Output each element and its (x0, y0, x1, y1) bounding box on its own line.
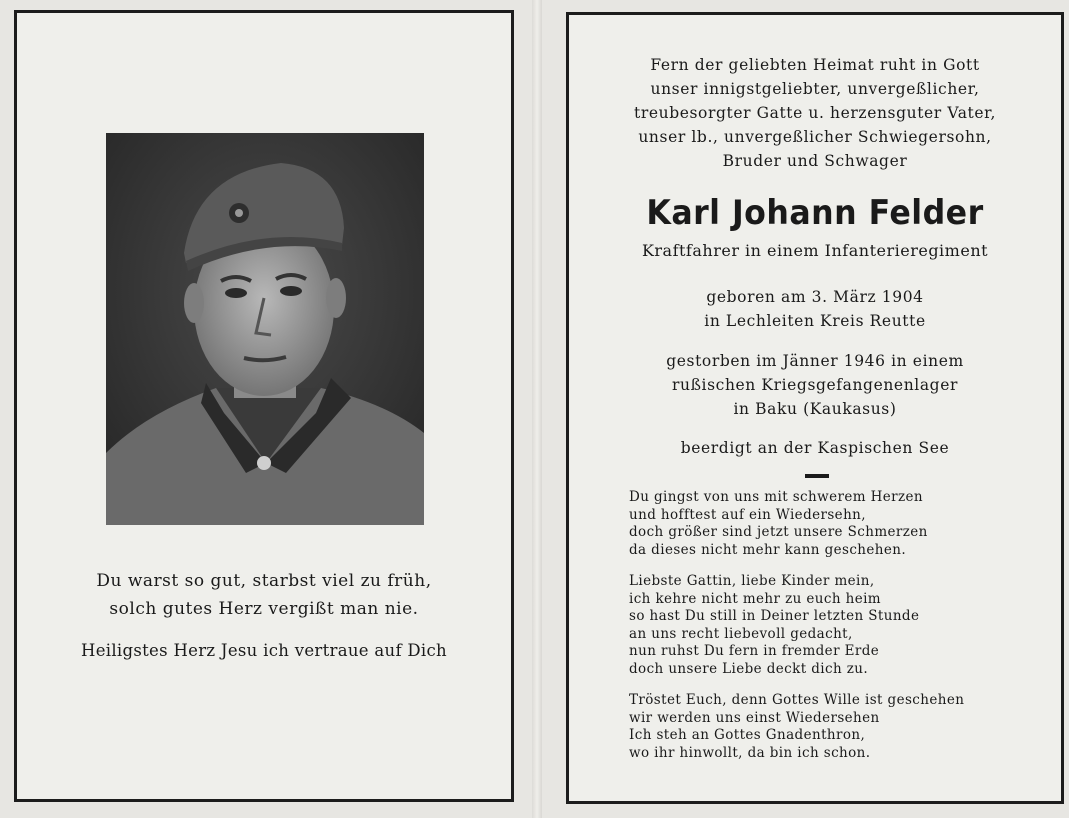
poem-stanza (629, 692, 964, 762)
death-line: in Baku (Kaukasus) (733, 400, 897, 418)
poem-line: ich kehre nicht mehr zu euch heim (629, 590, 882, 607)
poem-line: wir werden uns einst Wiedersehen (629, 709, 880, 726)
right-panel (566, 12, 1064, 804)
death-line: rußischen Kriegsgefangenenlager (672, 376, 958, 394)
intro-line: Fern der geliebten Heimat ruht in Gott (650, 56, 980, 74)
portrait-icon (106, 133, 424, 525)
soldier-portrait-photo (106, 133, 424, 525)
birth-info (569, 285, 1061, 333)
left-prayer (17, 637, 511, 665)
left-verse-line: solch gutes Herz vergißt man nie. (109, 599, 419, 619)
burial-info: beerdigt an der Kaspischen See (680, 439, 950, 457)
divider (805, 474, 829, 478)
poem-line: so hast Du still in Deiner letzten Stunde (629, 608, 920, 624)
poem-line: Tröstet Euch, denn Gottes Wille ist geschehen (629, 692, 965, 708)
poem-line: da dieses nicht mehr kann geschehen. (629, 541, 907, 558)
birth-line: geboren am 3. März 1904 (706, 288, 924, 306)
poem-line: Du gingst von uns mit schwerem Herzen (629, 489, 924, 505)
birth-line: in Lechleiten Kreis Reutte (704, 312, 926, 330)
intro-line: Bruder und Schwager (722, 152, 908, 170)
left-verse-line: Du warst so gut, starbst viel zu früh, (96, 571, 432, 591)
poem-stanza (629, 489, 928, 559)
poem-line: nun ruhst Du fern in fremder Erde (629, 643, 880, 659)
deceased-name: Karl Johann Felder (646, 193, 984, 233)
poem-line: doch unsere Liebe deckt dich zu. (629, 660, 869, 677)
poem-line: an uns recht liebevoll gedacht, (629, 625, 853, 642)
death-info (569, 349, 1061, 421)
death-line: gestorben im Jänner 1946 in einem (666, 352, 964, 370)
intro-line: unser lb., unvergeßlicher Schwiegersohn, (638, 128, 992, 146)
poem-line: doch größer sind jetzt unsere Schmerzen (629, 524, 928, 540)
intro-line: treubesorgter Gatte u. herzensguter Vater, (634, 104, 996, 122)
intro-text (569, 53, 1061, 173)
card-fold (532, 0, 542, 818)
occupation: Kraftfahrer in einem Infanterieregiment (641, 241, 989, 260)
poem-stanza (629, 573, 919, 678)
left-verse (17, 567, 511, 623)
poem-line: wo ihr hinwollt, da bin ich schon. (629, 744, 871, 761)
left-panel (14, 10, 514, 802)
poem-line: Liebste Gattin, liebe Kinder mein, (629, 573, 875, 589)
prayer-line: Heiligstes Herz Jesu ich vertraue auf Dich (81, 641, 447, 660)
poem-line: Ich steh an Gottes Gnadenthron, (629, 727, 866, 743)
intro-line: unser innigstgeliebter, unvergeßlicher, (650, 80, 980, 98)
poem-line: und hofftest auf ein Wiedersehn, (629, 506, 866, 523)
